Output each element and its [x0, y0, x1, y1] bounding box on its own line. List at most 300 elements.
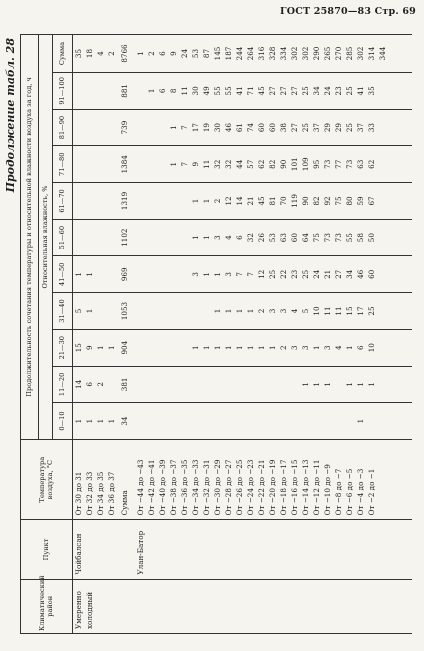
value-entry: [223, 369, 234, 401]
sum-value: 904: [121, 329, 135, 366]
value-list: [73, 295, 117, 327]
value-cell: [73, 366, 122, 403]
value-list: [135, 185, 377, 217]
value-entry: 38: [279, 122, 289, 133]
value-entry: 9: [191, 161, 201, 167]
value-entry: 61: [235, 122, 245, 133]
value-entry: [135, 222, 146, 254]
sum-value: 1319: [121, 183, 135, 220]
value-cell: [135, 183, 412, 220]
value-entry: 6: [158, 51, 168, 56]
value-cell: [135, 293, 412, 330]
value-entry: 1: [191, 345, 201, 350]
value-entry: 3: [279, 308, 289, 314]
value-entry: 60: [290, 233, 300, 243]
value-entry: 1: [202, 198, 212, 204]
temperature-cell: [73, 439, 122, 519]
temperature-range: От −20 до −19: [268, 459, 278, 516]
temperature-range: От −42 до −41: [147, 459, 157, 516]
value-entry: 35: [74, 48, 83, 59]
value-entry: 63: [279, 233, 289, 243]
value-entry: [106, 295, 117, 327]
value-list: [73, 369, 117, 401]
value-entry: 101: [290, 157, 300, 172]
header-humidity-range: 41—50: [53, 256, 73, 293]
value-list: [135, 405, 377, 437]
value-entry: 30: [191, 86, 201, 96]
sum-value: 969: [121, 256, 135, 293]
value-entry: 32: [213, 159, 223, 169]
value-entry: 2: [107, 51, 116, 56]
temperature-range: От −8 до −7: [334, 468, 344, 516]
value-entry: [168, 332, 179, 364]
value-entry: [168, 295, 179, 327]
value-entry: [267, 369, 278, 401]
value-entry: 344: [378, 46, 388, 61]
value-entry: 15: [345, 306, 355, 316]
value-entry: 67: [367, 196, 377, 206]
value-entry: 1: [356, 418, 366, 424]
value-entry: 44: [235, 159, 245, 169]
value-entry: 1: [169, 125, 179, 130]
value-entry: [190, 369, 201, 401]
value-list: [135, 258, 377, 290]
value-entry: 32: [246, 233, 256, 243]
value-entry: 1: [74, 272, 83, 277]
value-entry: 1: [191, 198, 201, 204]
value-entry: 75: [334, 196, 344, 206]
value-list: [135, 332, 377, 364]
value-entry: [146, 148, 157, 180]
value-entry: 24: [312, 269, 322, 279]
header-sum: Сумма: [53, 35, 73, 73]
value-entry: 18: [85, 48, 94, 59]
value-entry: 1: [96, 345, 105, 350]
header-humidity-range: 61—70: [53, 183, 73, 220]
value-entry: 45: [257, 196, 267, 206]
value-list: [73, 258, 117, 290]
value-entry: 22: [279, 269, 289, 279]
value-entry: [190, 295, 201, 327]
value-entry: 145: [213, 46, 223, 61]
value-entry: [256, 405, 267, 437]
value-entry: 265: [323, 46, 333, 61]
sum-value: 381: [121, 366, 135, 403]
temperature-cell: [135, 439, 412, 519]
value-entry: 109: [301, 157, 311, 172]
value-entry: 53: [268, 233, 278, 243]
value-cell: [135, 366, 412, 403]
value-entry: 1: [224, 345, 234, 350]
value-cell: [73, 183, 122, 220]
value-entry: 81: [268, 196, 278, 206]
value-cell: [135, 329, 412, 366]
temperature-range: От 34 до 35: [96, 471, 105, 516]
temperature-range: От −4 до −3: [356, 468, 366, 516]
value-entry: 34: [312, 86, 322, 96]
value-entry: 1: [96, 418, 105, 424]
value-entry: 25: [345, 122, 355, 133]
value-cell: [135, 109, 412, 146]
value-entry: 1: [301, 382, 311, 387]
temperature-range: От −44 до −43: [136, 459, 146, 516]
value-entry: 1: [169, 161, 179, 167]
value-entry: 1: [235, 345, 245, 350]
value-cell: [135, 403, 412, 440]
header-humidity-range: 91—100: [53, 73, 73, 110]
value-entry: [135, 75, 146, 107]
value-entry: 73: [334, 233, 344, 243]
value-entry: 29: [323, 122, 333, 133]
value-entry: [135, 332, 146, 364]
value-entry: 119: [290, 194, 300, 208]
temperature-range: От −12 до −11: [312, 459, 322, 516]
sum-value: 1053: [121, 293, 135, 330]
value-entry: 3: [224, 272, 234, 277]
temperature-range: От 30 до 31: [74, 471, 83, 516]
value-entry: 29: [334, 122, 344, 133]
value-entry: 1: [312, 382, 322, 387]
temperature-range: От −30 до −29: [213, 459, 223, 516]
value-list: [73, 37, 117, 70]
value-entry: 46: [224, 122, 234, 133]
temperature-range: От −18 до −17: [279, 459, 289, 516]
climate-zone-cell: [73, 579, 122, 633]
value-entry: 60: [367, 269, 377, 279]
value-entry: [157, 222, 168, 254]
temperature-range: От −26 до −25: [235, 459, 245, 516]
value-entry: 1: [74, 418, 83, 424]
value-cell: [73, 329, 122, 366]
value-cell: [135, 73, 412, 110]
value-entry: 32: [224, 159, 234, 169]
header-humidity-range: 71—80: [53, 146, 73, 183]
value-entry: [106, 369, 117, 401]
page-header: ГОСТ 25870—83 Стр. 69: [280, 6, 416, 17]
value-entry: 73: [345, 159, 355, 169]
value-entry: [146, 112, 157, 144]
value-entry: 87: [202, 48, 212, 59]
value-entry: 4: [290, 308, 300, 314]
value-entry: [95, 258, 106, 290]
value-list: [73, 332, 117, 364]
station-name: Чойбалсан: [74, 533, 83, 575]
value-entry: 3: [191, 272, 201, 277]
value-entry: 4: [96, 51, 105, 56]
value-entry: 90: [279, 159, 289, 169]
temperature-range: От −28 до −27: [224, 459, 234, 516]
value-entry: 46: [356, 269, 366, 279]
value-cell: [135, 146, 412, 183]
value-entry: 9: [169, 51, 179, 56]
header-climate-zone: Климатический район: [21, 579, 73, 633]
value-entry: [366, 405, 377, 437]
sum-value: 739: [121, 109, 135, 146]
sum-value: 8766: [121, 35, 135, 73]
value-entry: 73: [323, 159, 333, 169]
value-entry: 302: [301, 46, 311, 61]
value-entry: 1: [268, 345, 278, 350]
value-entry: [168, 369, 179, 401]
table-row: [135, 35, 412, 634]
value-entry: 4: [334, 345, 344, 350]
value-list: [135, 222, 377, 254]
value-entry: [146, 185, 157, 217]
value-entry: 302: [356, 46, 366, 61]
value-entry: 23: [290, 269, 300, 279]
temperature-range: От −2 до −1: [367, 468, 377, 516]
value-entry: 1: [257, 345, 267, 350]
value-entry: 11: [334, 306, 344, 316]
value-entry: [179, 332, 190, 364]
value-entry: [146, 332, 157, 364]
value-entry: 55: [224, 86, 234, 96]
value-entry: 21: [323, 269, 333, 279]
value-entry: 264: [246, 46, 256, 61]
value-entry: 3: [213, 235, 223, 240]
value-entry: 14: [235, 196, 245, 206]
value-entry: 1: [323, 382, 333, 387]
rotated-table-page: [0, 30, 420, 640]
value-entry: [333, 405, 344, 437]
value-entry: 285: [345, 46, 355, 61]
table-row: [73, 35, 122, 634]
value-entry: 63: [356, 159, 366, 169]
value-entry: 77: [334, 159, 344, 169]
value-entry: [333, 369, 344, 401]
value-entry: 8: [169, 88, 179, 94]
value-entry: 74: [246, 122, 256, 133]
value-entry: 302: [290, 46, 300, 61]
value-entry: 24: [323, 86, 333, 96]
value-entry: 244: [235, 46, 245, 61]
value-entry: [300, 405, 311, 437]
value-entry: [168, 405, 179, 437]
value-entry: 45: [257, 86, 267, 96]
value-entry: [95, 295, 106, 327]
value-entry: 1: [367, 382, 377, 387]
value-entry: 5: [301, 308, 311, 314]
value-entry: 1: [85, 308, 94, 314]
value-entry: 6: [85, 382, 94, 387]
value-entry: [135, 148, 146, 180]
value-entry: [201, 295, 212, 327]
temperature-range: От −38 до −37: [169, 459, 179, 516]
value-entry: 3: [268, 308, 278, 314]
station-cell: [73, 520, 122, 579]
sum-cell: [73, 35, 122, 73]
value-entry: [146, 222, 157, 254]
value-entry: [212, 369, 223, 401]
value-cell: [135, 256, 412, 293]
value-entry: [168, 222, 179, 254]
sum-value: 1384: [121, 146, 135, 183]
value-entry: 30: [213, 122, 223, 133]
value-entry: 11: [323, 306, 333, 316]
value-entry: 3: [323, 345, 333, 350]
value-entry: 6: [356, 345, 366, 350]
value-entry: [146, 405, 157, 437]
value-entry: 34: [345, 269, 355, 279]
value-cell: [73, 219, 122, 256]
temperature-range: От −32 до −31: [202, 459, 212, 516]
temperature-range: От −34 до −33: [191, 459, 201, 516]
value-entry: 50: [367, 233, 377, 243]
value-entry: 1: [356, 382, 366, 387]
value-entry: 2: [279, 345, 289, 350]
value-entry: [190, 405, 201, 437]
value-entry: [157, 258, 168, 290]
value-entry: 6: [158, 88, 168, 94]
value-entry: [106, 258, 117, 290]
value-entry: 82: [268, 159, 278, 169]
temperature-range: От −36 до −35: [180, 459, 190, 516]
value-entry: 2: [147, 51, 157, 56]
value-entry: 1: [213, 272, 223, 277]
header-humidity: Относительная влажность, %: [39, 35, 53, 440]
value-entry: [201, 405, 212, 437]
value-entry: 27: [290, 122, 300, 133]
sum-value: 1102: [121, 219, 135, 256]
value-entry: 12: [224, 196, 234, 206]
value-entry: 62: [367, 159, 377, 169]
value-entry: 1: [235, 308, 245, 314]
value-entry: 1: [202, 272, 212, 277]
value-entry: 60: [257, 122, 267, 133]
sum-label: Сумма: [121, 439, 135, 519]
value-entry: 53: [191, 48, 201, 59]
value-entry: 17: [191, 122, 201, 133]
value-entry: [179, 185, 190, 217]
value-entry: [278, 405, 289, 437]
value-entry: 1: [312, 345, 322, 350]
value-entry: [234, 369, 245, 401]
value-entry: 27: [268, 86, 278, 96]
sum-value: 881: [121, 73, 135, 110]
value-entry: 49: [202, 86, 212, 96]
value-entry: 55: [345, 233, 355, 243]
value-entry: 80: [345, 196, 355, 206]
value-entry: 25: [301, 122, 311, 133]
header-duration: Продолжительность сочетания температуры и относительной влажности воздуха за год, ч: [21, 35, 39, 440]
value-entry: 95: [312, 159, 322, 169]
value-entry: 4: [224, 235, 234, 240]
value-entry: 1: [246, 345, 256, 350]
value-entry: 82: [312, 196, 322, 206]
value-entry: 24: [180, 48, 190, 59]
value-entry: [289, 369, 300, 401]
value-cell: [73, 73, 122, 110]
value-entry: 26: [257, 233, 267, 243]
value-entry: 90: [301, 196, 311, 206]
value-list: [135, 75, 377, 107]
value-cell: [135, 219, 412, 256]
temperature-range: От 32 до 33: [85, 471, 94, 516]
header-humidity-range: 31—40: [53, 293, 73, 330]
value-entry: 2: [96, 382, 105, 387]
value-entry: 27: [334, 269, 344, 279]
value-list: [135, 369, 377, 401]
value-entry: 25: [367, 306, 377, 316]
value-entry: [201, 369, 212, 401]
value-entry: 62: [257, 159, 267, 169]
temperature-range: От −14 до −13: [301, 459, 311, 516]
humidity-temperature-table: [20, 34, 412, 634]
value-entry: 1: [147, 88, 157, 94]
value-list: [73, 405, 117, 437]
value-entry: 1: [107, 345, 116, 350]
value-entry: 25: [268, 269, 278, 279]
value-entry: 6: [235, 235, 245, 240]
value-entry: 19: [202, 122, 212, 133]
value-entry: [168, 258, 179, 290]
sum-value: 34: [121, 403, 135, 440]
sum-row: [121, 35, 135, 634]
value-entry: 314: [367, 46, 377, 61]
value-entry: 10: [367, 343, 377, 353]
value-entry: 1: [213, 308, 223, 314]
value-entry: [245, 369, 256, 401]
value-entry: 1: [246, 308, 256, 314]
value-entry: 75: [312, 233, 322, 243]
value-list: [135, 112, 377, 144]
value-entry: 187: [224, 46, 234, 61]
value-cell: [73, 293, 122, 330]
value-entry: [278, 369, 289, 401]
station-name: Улан-Батор: [136, 530, 146, 575]
value-entry: 35: [367, 86, 377, 96]
value-entry: 11: [202, 159, 212, 169]
value-entry: 25: [301, 269, 311, 279]
value-entry: 1: [345, 345, 355, 350]
value-entry: [157, 332, 168, 364]
value-entry: [179, 258, 190, 290]
value-entry: 37: [312, 122, 322, 133]
temperature-range: От 36 до 37: [107, 471, 116, 516]
value-cell: [73, 256, 122, 293]
value-list: [135, 37, 388, 70]
value-entry: 7: [246, 272, 256, 277]
value-entry: 11: [180, 86, 190, 96]
value-entry: 9: [85, 345, 94, 350]
value-entry: [157, 369, 168, 401]
value-cell: [73, 146, 122, 183]
value-entry: 92: [323, 196, 333, 206]
header-humidity-range: 51—60: [53, 219, 73, 256]
temperature-range: От −24 до −23: [246, 459, 256, 516]
header-humidity-range: 21—30: [53, 329, 73, 366]
value-entry: 58: [356, 233, 366, 243]
value-entry: [179, 222, 190, 254]
value-entry: [179, 369, 190, 401]
value-entry: [135, 258, 146, 290]
temperature-range: От −10 до −9: [323, 464, 333, 516]
value-entry: [135, 405, 146, 437]
value-entry: 7: [235, 272, 245, 277]
value-entry: 5: [74, 308, 83, 314]
value-entry: [157, 405, 168, 437]
value-entry: [245, 405, 256, 437]
value-entry: 1: [345, 382, 355, 387]
value-entry: 3: [290, 345, 300, 350]
value-entry: 23: [334, 86, 344, 96]
value-entry: 25: [345, 86, 355, 96]
value-entry: [223, 405, 234, 437]
header-station: Пункт: [21, 520, 73, 579]
value-entry: [157, 185, 168, 217]
value-entry: 17: [356, 306, 366, 316]
value-entry: 1: [191, 235, 201, 240]
